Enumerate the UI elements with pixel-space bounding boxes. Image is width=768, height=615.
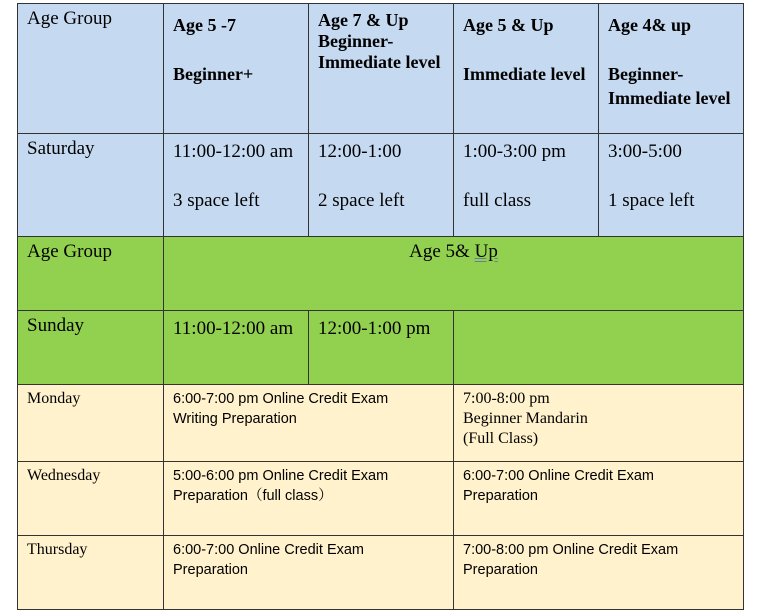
slot-time: 12:00-1:00 (318, 141, 402, 162)
column-3-age: Age 5 & Up (463, 15, 554, 35)
age-group-cell (18, 4, 164, 134)
slot-time: 11:00-12:00 am (173, 141, 294, 162)
slot-status: 3 space left (173, 190, 260, 211)
saturday-slot-1 (164, 134, 309, 237)
class-line: 5:00-6:00 pm Online Credit Exam (173, 468, 389, 484)
column-2-age: Age 7 & Up (318, 10, 409, 30)
sunday-age-group-value-cell (164, 237, 744, 311)
sunday-age-group-suffix: Up (474, 241, 498, 262)
sunday-row (18, 311, 744, 385)
column-4-age: Age 4& up (608, 15, 692, 35)
sunday-age-group-label: Age Group (27, 241, 112, 262)
wednesday-label: Wednesday (27, 467, 101, 484)
monday-right-cell (454, 385, 744, 462)
column-header-2 (309, 4, 454, 134)
monday-left-cell (164, 385, 454, 462)
class-line: (Full Class) (463, 430, 539, 447)
column-4-level-b: Immediate level (608, 88, 731, 108)
saturday-slot-3 (454, 134, 599, 237)
slot-status: full class (463, 190, 532, 211)
wednesday-left-cell (164, 462, 454, 536)
saturday-label: Saturday (27, 138, 95, 159)
column-1-level: Beginner+ (173, 64, 254, 84)
class-line: Writing Preparation (173, 411, 297, 427)
class-line: Preparation (463, 488, 538, 504)
class-line: 6:00-7:00 pm Online Credit Exam (173, 391, 389, 407)
saturday-row (18, 134, 744, 237)
sunday-slot-2 (309, 311, 454, 385)
monday-day-cell (18, 385, 164, 462)
wednesday-right-cell (454, 462, 744, 536)
saturday-slot-4 (599, 134, 744, 237)
class-line: Preparation (463, 562, 538, 578)
slot-time: 12:00-1:00 pm (318, 318, 431, 339)
schedule-table (17, 3, 744, 610)
thursday-label: Thursday (27, 541, 88, 558)
class-line: Preparation（full class） (173, 488, 333, 504)
monday-row (18, 385, 744, 462)
column-4-level-a: Beginner- (608, 64, 684, 84)
slot-time: 3:00-5:00 (608, 141, 682, 162)
sunday-age-group-prefix: Age 5& (409, 241, 475, 262)
column-3-level: Immediate level (463, 64, 586, 84)
thursday-left-cell (164, 536, 454, 610)
column-2-level-b: Immediate level (318, 52, 441, 72)
sunday-day-cell (18, 311, 164, 385)
saturday-slot-2 (309, 134, 454, 237)
slot-time: 11:00-12:00 am (173, 318, 294, 339)
column-1-age: Age 5 -7 (173, 15, 236, 35)
sunday-age-group-cell (18, 237, 164, 311)
slot-time: 1:00-3:00 pm (463, 141, 566, 162)
class-line: 6:00-7:00 Online Credit Exam (463, 468, 655, 484)
class-line: 7:00-8:00 pm (463, 390, 550, 407)
sunday-slot-1 (164, 311, 309, 385)
thursday-right-cell (454, 536, 744, 610)
age-group-label: Age Group (27, 8, 112, 29)
wednesday-day-cell (18, 462, 164, 536)
class-line: 6:00-7:00 Online Credit Exam (173, 542, 365, 558)
monday-label: Monday (27, 390, 81, 407)
saturday-day-cell (18, 134, 164, 237)
column-2-level-a: Beginner- (318, 31, 394, 51)
class-line: Beginner Mandarin (463, 410, 588, 427)
column-header-4 (599, 4, 744, 134)
wednesday-row (18, 462, 744, 536)
slot-status: 1 space left (608, 190, 695, 211)
slot-status: 2 space left (318, 190, 405, 211)
thursday-row (18, 536, 744, 610)
class-line: 7:00-8:00 pm Online Credit Exam (463, 542, 679, 558)
saturday-header-row (18, 4, 744, 134)
class-line: Preparation (173, 562, 248, 578)
column-header-1 (164, 4, 309, 134)
thursday-day-cell (18, 536, 164, 610)
column-header-3 (454, 4, 599, 134)
sunday-header-row (18, 237, 744, 311)
sunday-empty-cell (454, 311, 744, 385)
sunday-label: Sunday (27, 315, 84, 336)
